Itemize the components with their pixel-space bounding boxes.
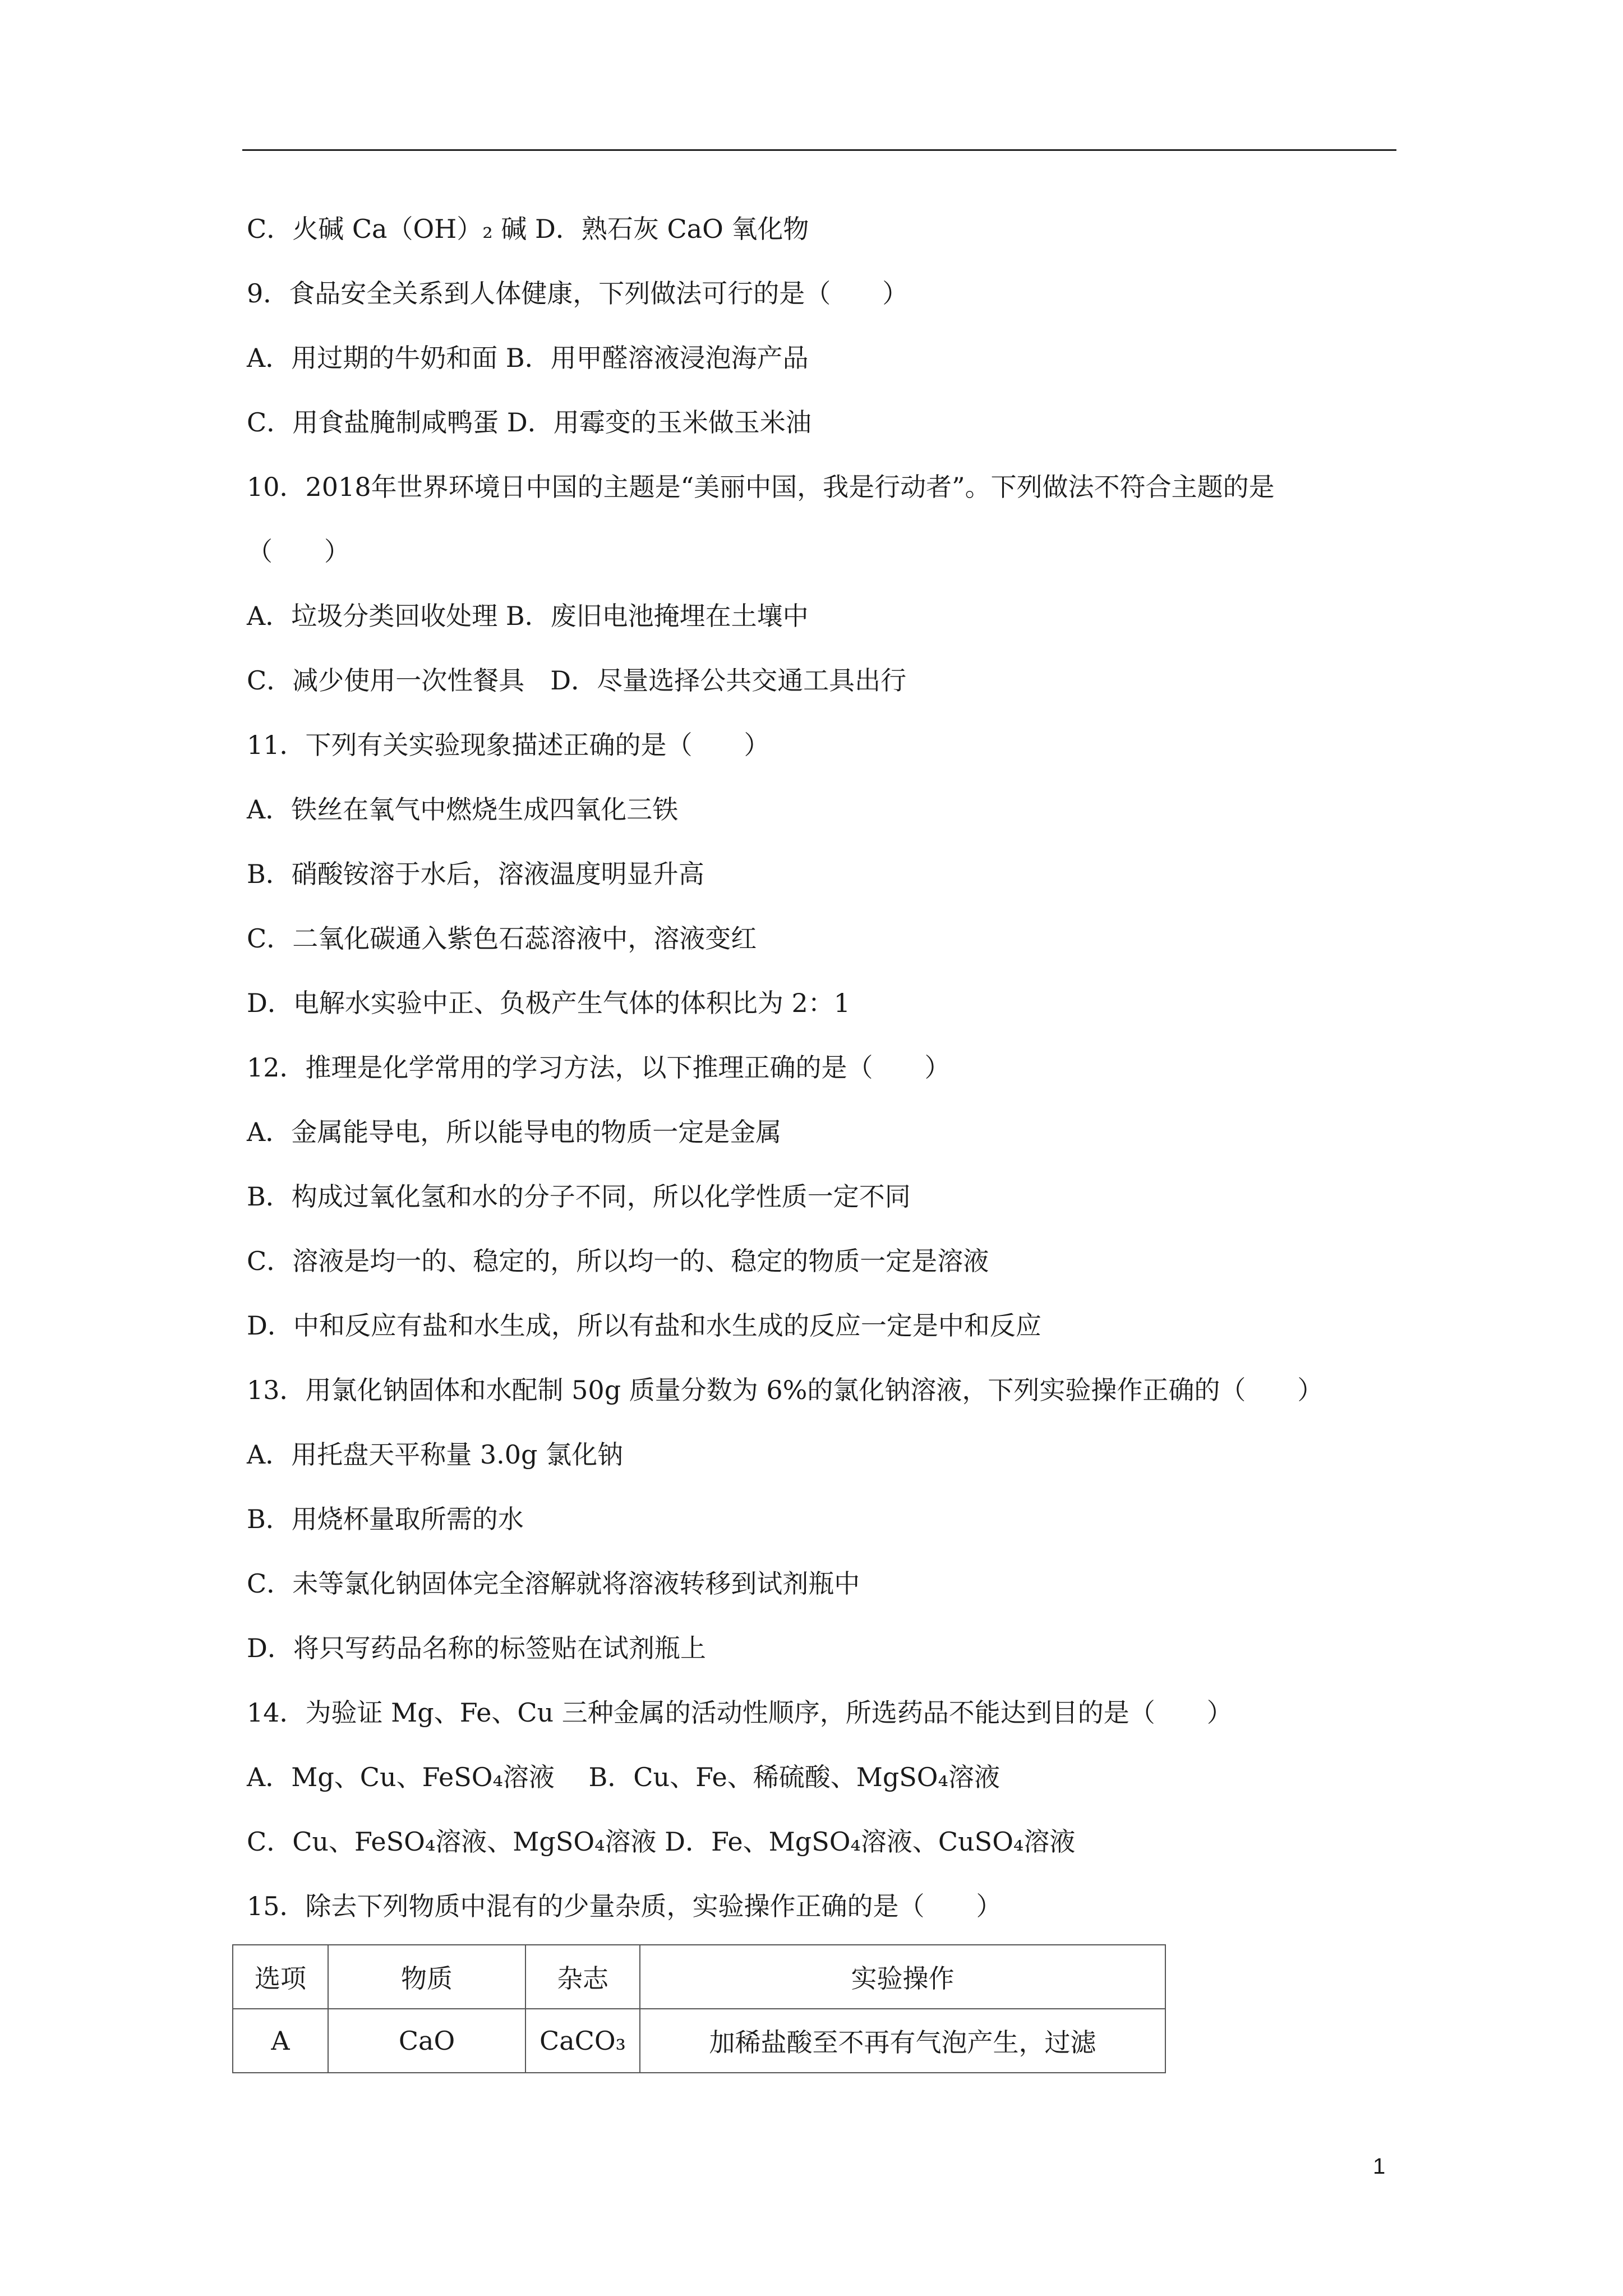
option-13b: B．用烧杯量取所需的水 [247, 1504, 524, 1534]
table-row [233, 2009, 1165, 2073]
option-13d: D．将只写药品名称的标签贴在试剂瓶上 [247, 1633, 706, 1663]
question-10-bracket: （ ） [247, 536, 350, 567]
options-table [232, 1944, 1166, 2073]
option-11d: D．电解水实验中正、负极产生气体的体积比为 2：1 [247, 988, 851, 1018]
option-11c: C．二氧化碳通入紫色石蕊溶液中，溶液变红 [247, 923, 757, 954]
table-header-cell: 杂志 [525, 1945, 640, 2009]
header-rule [242, 149, 1396, 151]
table-cell: 加稀盐酸至不再有气泡产生，过滤 [640, 2009, 1165, 2073]
option-line-9ab: A．用过期的牛奶和面 B．用甲醛溶液浸泡海产品 [247, 343, 809, 373]
option-13c: C．未等氯化钠固体完全溶解就将溶液转移到试剂瓶中 [247, 1568, 860, 1599]
option-line-8cd: C．火碱 Ca（OH）₂ 碱 D．熟石灰 CaO 氧化物 [247, 214, 809, 244]
table-cell: CaO [328, 2009, 525, 2073]
option-12c: C．溶液是均一的、稳定的，所以均一的、稳定的物质一定是溶液 [247, 1246, 989, 1276]
table-header-row [233, 1945, 1165, 2009]
question-11: 11．下列有关实验现象描述正确的是（ ） [247, 730, 770, 760]
option-13a: A．用托盘天平称量 3.0g 氯化钠 [247, 1439, 624, 1470]
option-line-10cd: C．减少使用一次性餐具 D．尽量选择公共交通工具出行 [247, 665, 907, 696]
question-12: 12．推理是化学常用的学习方法，以下推理正确的是（ ） [247, 1052, 951, 1083]
option-11a: A．铁丝在氧气中燃烧生成四氧化三铁 [247, 794, 679, 825]
option-11b: B．硝酸铵溶于水后，溶液温度明显升高 [247, 859, 704, 889]
question-10: 10．2018年世界环境日中国的主题是“美丽中国，我是行动者”。下列做法不符合主题的是 [247, 472, 1275, 502]
option-line-14cd: C．Cu、FeSO₄溶液、MgSO₄溶液 D．Fe、MgSO₄溶液、CuSO₄溶液 [247, 1826, 1076, 1857]
option-line-14ab: A．Mg、Cu、FeSO₄溶液 B．Cu、Fe、稀硫酸、MgSO₄溶液 [247, 1762, 1000, 1792]
table-cell: CaCO₃ [525, 2009, 640, 2073]
option-12d: D．中和反应有盐和水生成，所以有盐和水生成的反应一定是中和反应 [247, 1310, 1041, 1341]
page-number: 1 [1373, 2154, 1386, 2179]
table-header-cell: 实验操作 [640, 1945, 1165, 2009]
table-header-cell: 物质 [328, 1945, 525, 2009]
question-14: 14．为验证 Mg、Fe、Cu 三种金属的活动性顺序，所选药品不能达到目的是（ ） [247, 1697, 1233, 1728]
option-12a: A．金属能导电，所以能导电的物质一定是金属 [247, 1117, 782, 1147]
option-line-10ab: A．垃圾分类回收处理 B．废旧电池掩埋在土壤中 [247, 601, 809, 631]
question-9: 9．食品安全关系到人体健康，下列做法可行的是（ ） [247, 278, 909, 309]
option-line-9cd: C．用食盐腌制咸鸭蛋 D．用霉变的玉米做玉米油 [247, 407, 811, 438]
question-15: 15．除去下列物质中混有的少量杂质，实验操作正确的是（ ） [247, 1891, 1002, 1921]
table-cell: A [233, 2009, 328, 2073]
table-header-cell: 选项 [233, 1945, 328, 2009]
option-12b: B．构成过氧化氢和水的分子不同，所以化学性质一定不同 [247, 1181, 911, 1212]
question-13: 13．用氯化钠固体和水配制 50g 质量分数为 6%的氯化钠溶液，下列实验操作正确的（ ） [247, 1375, 1324, 1405]
